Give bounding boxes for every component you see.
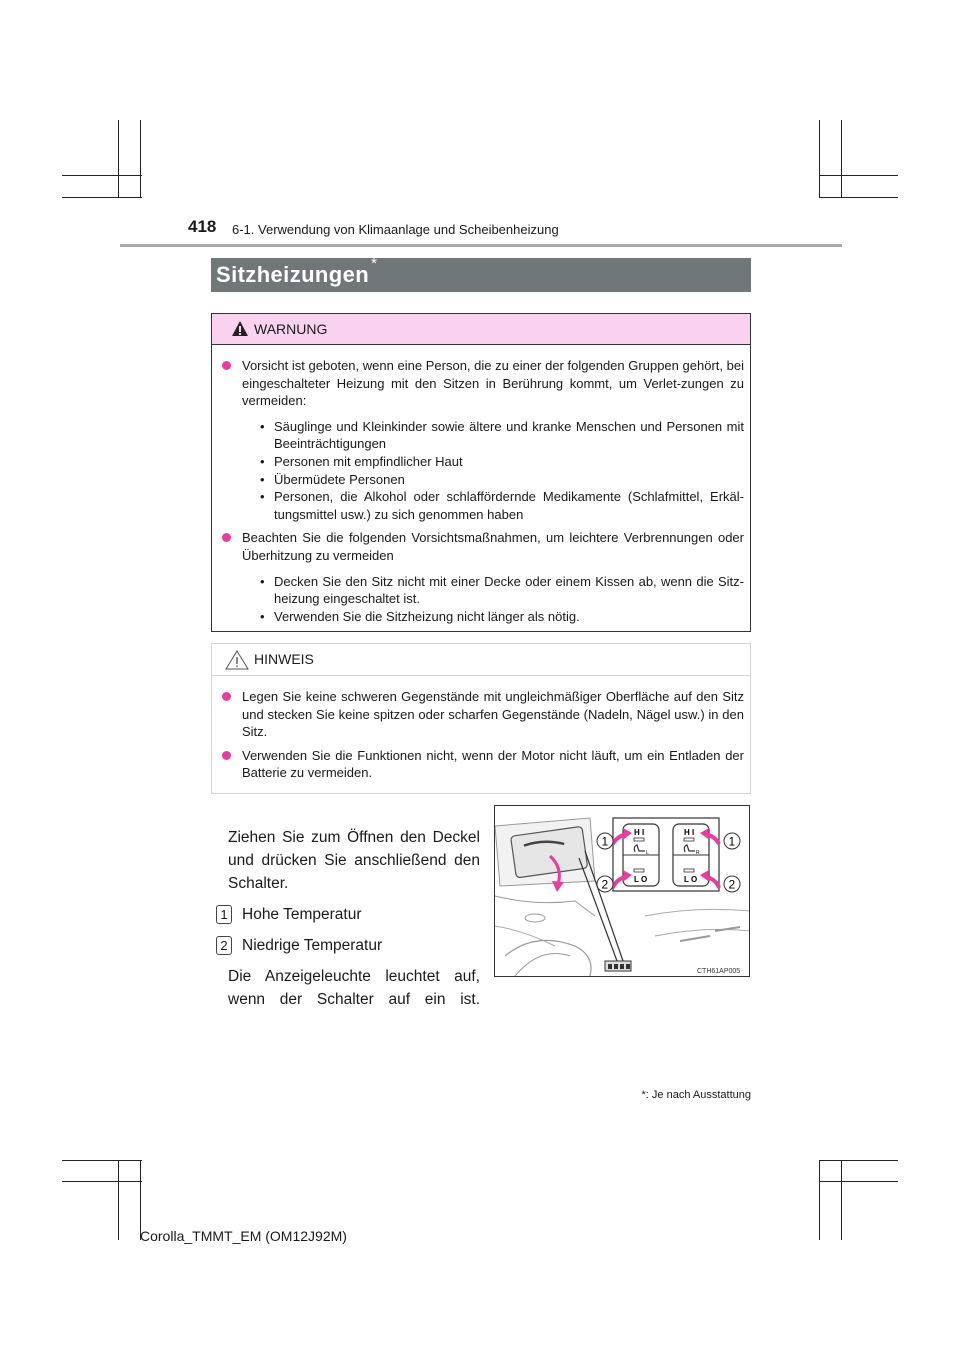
crop-mark bbox=[819, 120, 820, 198]
crop-mark bbox=[819, 197, 898, 198]
warning-item bbox=[222, 529, 744, 625]
crop-mark bbox=[819, 1181, 898, 1182]
number-badge: 1 bbox=[216, 905, 232, 924]
right-switch-hi-label: H I bbox=[684, 828, 695, 837]
crop-mark bbox=[118, 120, 119, 198]
crop-mark bbox=[819, 1160, 898, 1161]
warning-subitem: • Decken Sie den Sitz nicht mit einer Decke oder einem Kissen ab, wenn die Sitz-heizung eingeschaltet ist. bbox=[242, 573, 744, 608]
notice-title: HINWEIS bbox=[254, 651, 314, 667]
section-title: Sitzheizungen bbox=[216, 262, 370, 287]
intro-paragraph: Ziehen Sie zum Öffnen den Deckel und drücken Sie anschließend den Schalter. bbox=[228, 829, 480, 892]
seat-heater-switch-diagram bbox=[495, 806, 750, 977]
warning-triangle-icon bbox=[231, 320, 249, 337]
notice-header bbox=[212, 644, 750, 676]
numbered-item-label: Niedrige Temperatur bbox=[242, 937, 383, 954]
page-number: 418 bbox=[188, 217, 217, 236]
callout-2-left: 2 bbox=[601, 877, 609, 892]
warning-header bbox=[212, 314, 750, 345]
numbered-item bbox=[220, 903, 480, 926]
crop-mark bbox=[62, 197, 142, 198]
warning-item-text: Vorsicht ist geboten, wenn eine Person, die zu einer der folgenden Gruppen gehört, bei eingeschalteter Heizung mit den Sitzen in Berührung kommt, um Verlet-zungen zu vermeiden: bbox=[242, 358, 744, 409]
warning-box bbox=[211, 313, 751, 632]
left-switch-l-mark: L bbox=[646, 850, 649, 856]
crop-mark bbox=[118, 1160, 119, 1240]
footnote: *: Je nach Ausstattung bbox=[641, 1089, 751, 1101]
notice-box bbox=[211, 643, 751, 794]
warning-item bbox=[222, 357, 744, 523]
notice-item-text: Verwenden Sie die Funktionen nicht, wenn der Motor nicht läuft, um ein Entladen der Batterie zu vermeiden. bbox=[242, 747, 744, 781]
bullet-dot-icon bbox=[222, 361, 231, 370]
right-switch-lo-label: L O bbox=[684, 875, 698, 884]
crop-mark bbox=[819, 1160, 820, 1240]
notice-item bbox=[222, 747, 744, 782]
caution-triangle-icon bbox=[225, 650, 249, 670]
footer-code: Corolla_TMMT_EM (OM12J92M) bbox=[140, 1228, 347, 1244]
crop-mark bbox=[841, 120, 842, 198]
bullet-dot-icon bbox=[222, 751, 231, 760]
warning-sublist bbox=[242, 573, 744, 626]
equipment-star-mark: * bbox=[371, 255, 377, 272]
callout-2-right: 2 bbox=[728, 877, 736, 892]
crop-mark bbox=[62, 1160, 142, 1161]
crop-mark bbox=[140, 120, 141, 198]
crop-mark bbox=[819, 175, 898, 176]
crop-mark bbox=[62, 175, 142, 176]
notice-item-text: Legen Sie keine schweren Gegenstände mit ungleichmäßiger Oberfläche auf den Sitz und stecken Sie keine spitzen oder scharfen Gegenstände (Nadeln, Nägel usw.) in den Sitz. bbox=[242, 689, 744, 740]
crop-mark bbox=[62, 1181, 142, 1182]
seat-heater-illustration bbox=[494, 805, 750, 977]
callout-1-left: 1 bbox=[601, 834, 609, 849]
warning-sublist bbox=[242, 418, 744, 524]
notice-item bbox=[222, 688, 744, 741]
numbered-item bbox=[220, 934, 480, 957]
bullet-dot-icon bbox=[222, 692, 231, 701]
warning-subitem: • Säuglinge und Kleinkinder sowie ältere und kranke Menschen und Personen mit Beeinträchtigungen bbox=[242, 418, 744, 453]
figure-code: CTH61AP005 bbox=[697, 968, 741, 975]
callout-1-right: 1 bbox=[728, 834, 736, 849]
header-rule bbox=[120, 244, 842, 247]
chapter-title: 6-1. Verwendung von Klimaanlage und Scheibenheizung bbox=[232, 222, 559, 237]
indicator-paragraph: Die Anzeigeleuchte leuchtet auf, wenn der Schalter auf ein ist. bbox=[228, 968, 480, 1008]
number-badge: 2 bbox=[216, 936, 232, 955]
instruction-text bbox=[220, 826, 480, 1011]
left-switch-hi-label: H I bbox=[634, 828, 645, 837]
warning-subitem: • Personen mit empfindlicher Haut bbox=[242, 453, 744, 471]
warning-item-text: Beachten Sie die folgenden Vorsichtsmaßnahmen, um leichtere Verbrennungen oder Überhitzung zu vermeiden bbox=[242, 530, 744, 563]
warning-subitem: • Übermüdete Personen bbox=[242, 471, 744, 489]
section-title-bar bbox=[211, 255, 751, 292]
warning-subitem: • Personen, die Alkohol oder schlaffördernde Medikamente (Schlafmittel, Erkäl-tungsmittel usw.) zu sich genommen haben bbox=[242, 488, 744, 523]
numbered-item-label: Hohe Temperatur bbox=[242, 906, 362, 923]
warning-title: WARNUNG bbox=[254, 321, 328, 337]
left-switch-lo-label: L O bbox=[634, 875, 648, 884]
warning-subitem: • Verwenden Sie die Sitzheizung nicht länger als nötig. bbox=[242, 608, 744, 626]
crop-mark bbox=[841, 1160, 842, 1240]
bullet-dot-icon bbox=[222, 533, 231, 542]
right-switch-r-mark: R bbox=[696, 850, 700, 856]
